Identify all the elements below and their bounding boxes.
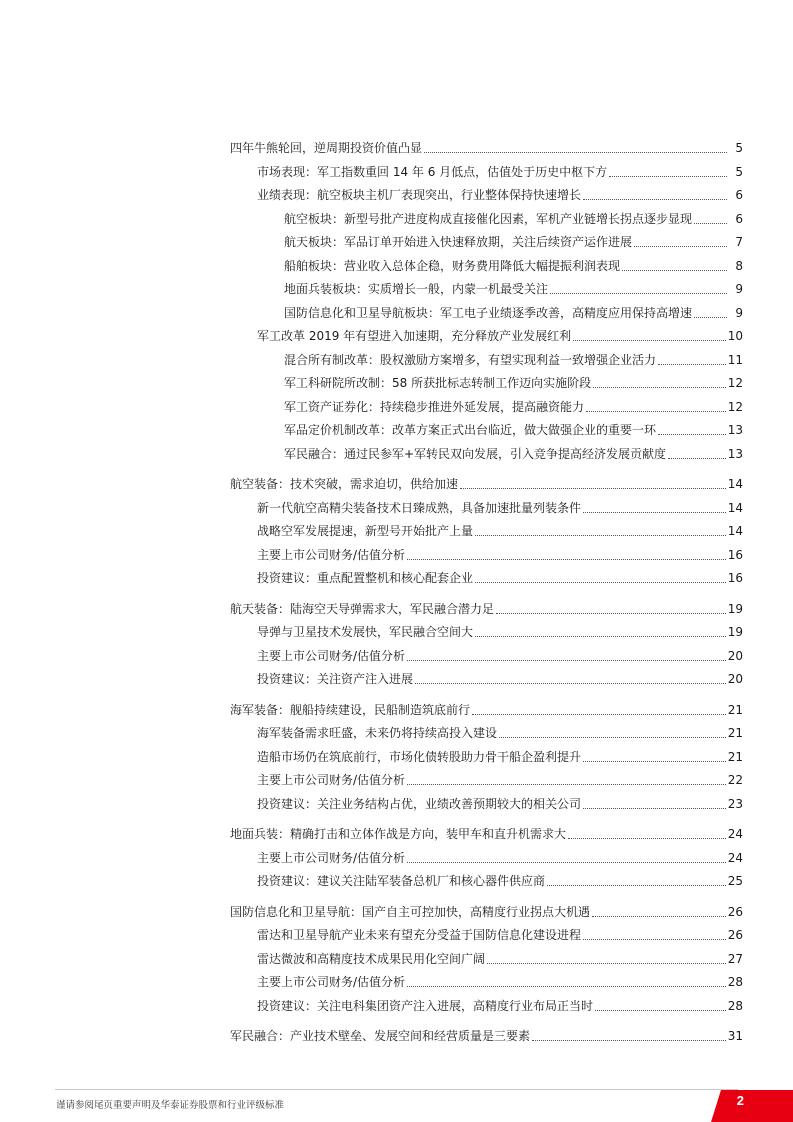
- toc-dot-leader: [475, 636, 726, 637]
- toc-entry-title: 军工科研院所改制：58 所获批标志转制工作迈向实施阶段: [284, 376, 592, 390]
- toc-entry-page: 27: [727, 951, 743, 966]
- toc-entry-page: 9: [735, 305, 743, 320]
- toc-entry-page: 6: [735, 188, 743, 202]
- toc-dot-leader: [568, 838, 726, 839]
- toc-dot-leader: [407, 986, 726, 987]
- toc-entry[interactable]: [257, 721, 743, 741]
- toc-entry[interactable]: [257, 566, 743, 586]
- toc-entry-title: 海军装备需求旺盛，未来仍将持续高投入建设: [257, 726, 498, 740]
- toc-entry-page: 24: [727, 850, 743, 865]
- toc-entry[interactable]: [257, 970, 743, 990]
- toc-entry-title: 军民融合：产业技术壁垒、发展空间和经营质量是三要素: [230, 1029, 531, 1043]
- toc-entry-title: 主要上市公司财务/估值分析: [257, 648, 406, 663]
- toc-entry-page: 20: [727, 648, 743, 663]
- toc-dot-leader: [475, 582, 726, 583]
- toc-entry-title: 航天板块：军品订单开始进入快速释放期，关注后续资产运作进展: [284, 235, 633, 249]
- toc-dot-leader: [407, 660, 726, 661]
- toc-entry-page: 26: [727, 928, 743, 942]
- toc-entry[interactable]: [230, 822, 743, 842]
- toc-entry-page: 24: [727, 827, 743, 841]
- toc-entry[interactable]: [257, 496, 743, 516]
- toc-entry-title: 新一代航空高精尖装备技术日臻成熟，具备加速批量列装条件: [257, 500, 582, 515]
- toc-entry[interactable]: [284, 254, 743, 274]
- toc-entry-page: 6: [735, 211, 743, 226]
- toc-entry-title: 军工改革 2019 年有望进入加速期，充分释放产业发展红利: [257, 329, 572, 343]
- toc-entry-title: 航空板块：新型号批产进度构成直接催化因素，军机产业链增长拐点逐步显现: [284, 211, 693, 226]
- toc-entry-page: 19: [727, 625, 743, 639]
- toc-entry-page: 10: [727, 329, 743, 343]
- toc-dot-leader: [583, 808, 726, 809]
- toc-entry-page: 9: [735, 282, 743, 296]
- toc-entry[interactable]: [284, 207, 743, 227]
- toc-entry-title: 军工资产证券化：持续稳步推进外延发展，提高融资能力: [284, 399, 585, 414]
- toc-entry-title: 市场表现：军工指数重回 14 年 6 月低点，估值处于历史中枢下方: [257, 164, 608, 179]
- toc-entry-title: 投资建议：关注业务结构占优，业绩改善预期较大的相关公司: [257, 796, 582, 811]
- toc-entry-title: 航空装备：技术突破，需求迫切，供给加速: [230, 477, 459, 491]
- toc-entry-page: 21: [727, 702, 743, 717]
- toc-dot-leader: [407, 559, 726, 560]
- toc-dot-leader: [658, 434, 726, 435]
- toc-entry-page: 13: [727, 423, 743, 437]
- toc-entry-title: 造船市场仍在筑底前行，市场化债转股助力骨干船企盈利提升: [257, 749, 582, 764]
- toc-entry-page: 14: [727, 477, 743, 491]
- toc-entry-page: 14: [727, 500, 743, 515]
- toc-entry[interactable]: [257, 620, 743, 640]
- toc-entry-title: 海军装备：舰船持续建设，民船制造筑底前行: [230, 702, 471, 717]
- toc-entry-title: 混合所有制改革：股权激励方案增多，有望实现利益一致增强企业活力: [284, 352, 657, 367]
- toc-dot-leader: [592, 916, 726, 917]
- toc-dot-leader: [573, 340, 726, 341]
- toc-dot-leader: [609, 176, 727, 177]
- toc-entry[interactable]: [284, 418, 743, 438]
- toc-entry-page: 5: [735, 141, 743, 155]
- toc-entry[interactable]: [257, 768, 743, 788]
- toc-dot-leader: [583, 761, 726, 762]
- toc-entry-page: 8: [735, 258, 743, 273]
- toc-entry[interactable]: [230, 136, 743, 156]
- toc-entry-title: 投资建议：关注资产注入进展: [257, 672, 414, 686]
- toc-dot-leader: [547, 885, 726, 886]
- toc-dot-leader: [424, 152, 727, 153]
- toc-dot-leader: [595, 1010, 726, 1011]
- toc-entry-page: 26: [727, 904, 743, 919]
- toc-entry[interactable]: [284, 230, 743, 250]
- toc-entry-title: 地面兵装板块：实质增长一般，内蒙一机最受关注: [284, 282, 549, 296]
- toc-dot-leader: [407, 862, 726, 863]
- page-number-badge: [711, 1086, 793, 1122]
- toc-entry-title: 国防信息化和卫星导航：国产自主可控加快，高精度行业拐点大机遇: [230, 904, 591, 919]
- toc-entry-page: 20: [727, 672, 743, 686]
- toc-dot-leader: [622, 270, 727, 271]
- toc-dot-leader: [532, 1040, 726, 1041]
- toc-entry-title: 航天装备：陆海空天导弹需求大，军民融合潜力足: [230, 601, 495, 616]
- toc-entry-page: 25: [727, 874, 743, 888]
- toc-entry[interactable]: [257, 324, 743, 344]
- toc-entry[interactable]: [230, 900, 743, 920]
- toc-entry-page: 13: [727, 446, 743, 461]
- toc-entry[interactable]: [284, 442, 743, 462]
- toc-dot-leader: [694, 223, 727, 224]
- toc-entry-title: 投资建议：重点配置整机和核心配套企业: [257, 571, 474, 585]
- toc-entry[interactable]: [257, 846, 743, 866]
- toc-entry-page: 11: [727, 352, 743, 367]
- toc-entry-page: 5: [735, 164, 743, 179]
- toc-dot-leader: [694, 317, 727, 318]
- toc-dot-leader: [550, 293, 727, 294]
- toc-dot-leader: [583, 199, 727, 200]
- toc-entry-page: 14: [727, 524, 743, 538]
- toc-entry[interactable]: [257, 543, 743, 563]
- toc-entry[interactable]: [257, 160, 743, 180]
- toc-dot-leader: [658, 364, 726, 365]
- toc-entry-page: 12: [727, 376, 743, 390]
- toc-dot-leader: [472, 714, 726, 715]
- toc-entry-page: 28: [727, 975, 743, 989]
- toc-entry[interactable]: [257, 183, 743, 203]
- toc-entry[interactable]: [284, 348, 743, 368]
- toc-entry-title: 导弹与卫星技术发展快，军民融合空间大: [257, 625, 474, 639]
- toc-dot-leader: [415, 683, 726, 684]
- toc-entry[interactable]: [257, 923, 743, 943]
- toc-entry[interactable]: [257, 745, 743, 765]
- toc-entry-title: 船舶板块：营业收入总体企稳，财务费用降低大幅提振利润表现: [284, 258, 621, 273]
- toc-dot-leader: [460, 488, 726, 489]
- toc-entry-title: 战略空军发展提速，新型号开始批产上量: [257, 524, 474, 538]
- toc-entry-page: 16: [727, 547, 743, 562]
- toc-entry-title: 雷达微波和高精度技术成果民用化空间广阔: [257, 951, 486, 966]
- toc-entry-page: 7: [735, 235, 743, 249]
- toc-entry[interactable]: [257, 667, 743, 687]
- toc-entry[interactable]: [257, 519, 743, 539]
- toc-entry-title: 地面兵装：精确打击和立体作战是方向，装甲车和直升机需求大: [230, 827, 567, 841]
- toc-entry-title: 业绩表现：航空板块主机厂表现突出，行业整体保持快速增长: [257, 188, 582, 202]
- toc-entry-title: 军民融合：通过民参军+军转民双向发展，引入竞争提高经济发展贡献度: [284, 446, 667, 461]
- toc-dot-leader: [583, 939, 726, 940]
- toc-dot-leader: [583, 512, 726, 513]
- toc-dot-leader: [496, 613, 726, 614]
- toc-entry[interactable]: [230, 472, 743, 492]
- toc-entry-title: 主要上市公司财务/估值分析: [257, 975, 406, 989]
- toc-entry[interactable]: [257, 869, 743, 889]
- toc-entry-title: 主要上市公司财务/估值分析: [257, 850, 406, 865]
- toc-entry-title: 四年牛熊轮回，逆周期投资价值凸显: [230, 141, 423, 155]
- toc-dot-leader: [475, 535, 726, 536]
- toc-entry[interactable]: [284, 371, 743, 391]
- toc-entry[interactable]: [257, 644, 743, 664]
- toc-entry-page: 12: [727, 399, 743, 414]
- toc-entry-page: 19: [727, 601, 743, 616]
- toc-entry-title: 雷达和卫星导航产业未来有望充分受益于国防信息化建设进程: [257, 928, 582, 942]
- toc-dot-leader: [668, 458, 726, 459]
- page-badge-shape: [711, 1086, 793, 1122]
- toc-entry[interactable]: [284, 301, 743, 321]
- toc-dot-leader: [407, 784, 726, 785]
- toc-entry[interactable]: [230, 597, 743, 617]
- toc-entry-title: 主要上市公司财务/估值分析: [257, 773, 406, 787]
- toc-dot-leader: [499, 737, 726, 738]
- toc-entry-title: 国防信息化和卫星导航板块：军工电子业绩逐季改善，高精度应用保持高增速: [284, 305, 693, 320]
- footer-disclaimer: 谨请参阅尾页重要声明及华泰证券股票和行业评级标准: [56, 1100, 285, 1111]
- toc-entry-page: 21: [727, 726, 743, 740]
- toc-entry-page: 28: [727, 998, 743, 1013]
- toc-entry-title: 投资建议：建议关注陆军装备总机厂和核心器件供应商: [257, 874, 546, 888]
- toc-entry-title: 主要上市公司财务/估值分析: [257, 547, 406, 562]
- toc-entry-title: 投资建议：关注电科集团资产注入进展，高精度行业布局正当时: [257, 998, 594, 1013]
- toc-entry-page: 23: [727, 796, 743, 811]
- toc-entry[interactable]: [230, 1024, 743, 1044]
- toc-entry-page: 22: [727, 773, 743, 787]
- toc-dot-leader: [634, 246, 727, 247]
- toc-dot-leader: [586, 411, 726, 412]
- footer-divider: [55, 1089, 738, 1090]
- toc-entry[interactable]: [257, 947, 743, 967]
- toc-entry[interactable]: [230, 698, 743, 718]
- toc-entry[interactable]: [284, 277, 743, 297]
- page-number: 2: [736, 1093, 744, 1108]
- toc-dot-leader: [593, 387, 726, 388]
- toc-entry-page: 31: [727, 1029, 743, 1043]
- toc-entry[interactable]: [257, 792, 743, 812]
- toc-entry-title: 军品定价机制改革：改革方案正式出台临近，做大做强企业的重要一环: [284, 423, 657, 437]
- toc-entry[interactable]: [284, 395, 743, 415]
- toc-dot-leader: [487, 963, 726, 964]
- toc-entry[interactable]: [257, 994, 743, 1014]
- toc-entry-page: 21: [727, 749, 743, 764]
- toc-entry-page: 16: [727, 571, 743, 585]
